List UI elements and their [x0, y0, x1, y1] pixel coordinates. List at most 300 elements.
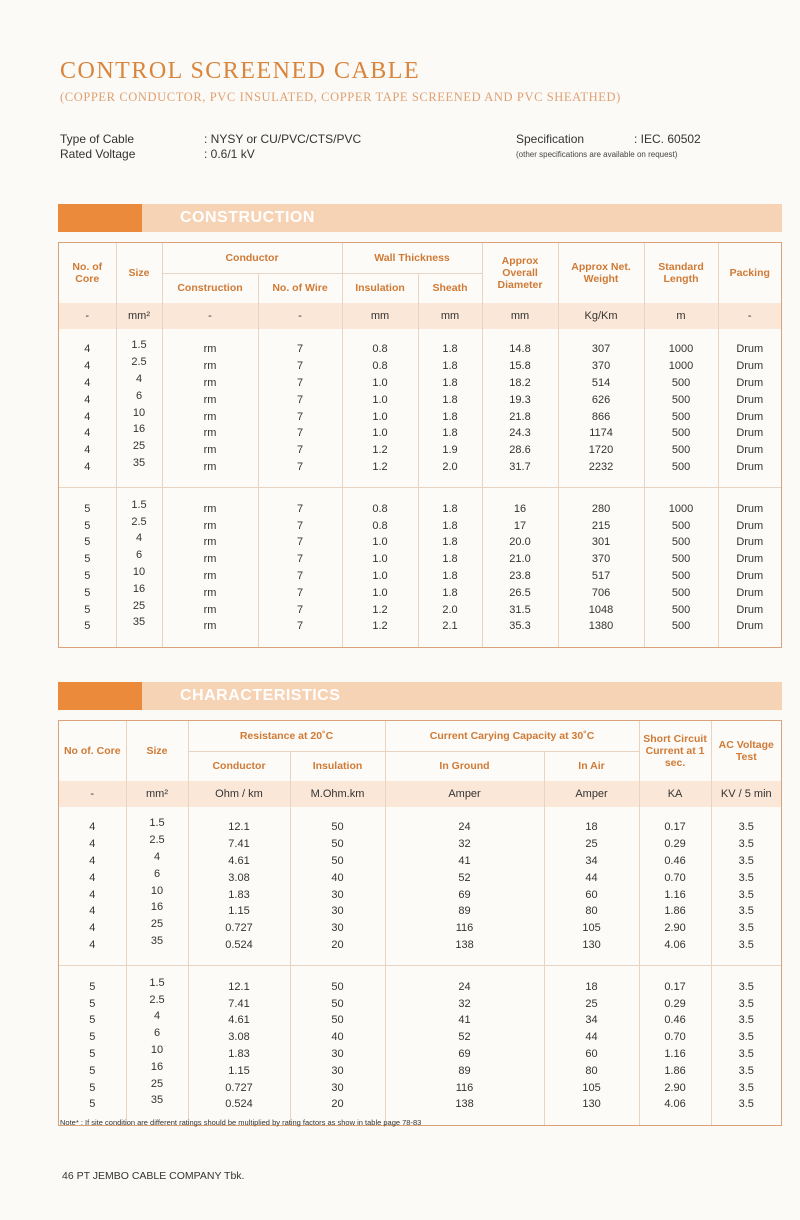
table-cell: 5 — [59, 1062, 126, 1079]
table-cell: 34 — [544, 1012, 639, 1029]
table-cell: Drum — [736, 603, 764, 616]
table-cell: 1.83 — [188, 886, 290, 903]
table-cell: 4 — [126, 1008, 188, 1025]
table-cell: 50 — [290, 836, 385, 853]
table-row — [59, 517, 781, 534]
table-cell: 5 — [59, 534, 116, 551]
table-cell: 7 — [258, 459, 342, 476]
spec-label: Specification — [516, 132, 585, 146]
table-row — [59, 425, 781, 442]
table-cell: 1.86 — [639, 1062, 711, 1079]
table-cell: rm — [162, 551, 258, 568]
table-cell: 1174 — [558, 425, 644, 442]
table-cell: 35 — [116, 614, 162, 631]
table-row — [59, 500, 781, 517]
table-cell: 21.0 — [482, 551, 558, 568]
table-cell: 4.61 — [188, 1012, 290, 1029]
construction-table — [58, 242, 782, 648]
table-cell: 3.08 — [188, 869, 290, 886]
table-cell: 116 — [385, 920, 544, 937]
col-wall-thickness: Wall Thickness — [342, 243, 482, 273]
table-cell: 20 — [290, 937, 385, 954]
table-cell: Drum — [736, 444, 764, 457]
col-conductor-resistance: Conductor — [188, 751, 290, 781]
table-cell: 35.3 — [482, 618, 558, 635]
table-cell: 0.8 — [342, 517, 418, 534]
table-cell: 4 — [59, 391, 116, 408]
col-size: Size — [126, 721, 188, 781]
table-cell: 25 — [544, 995, 639, 1012]
table-cell: 0.70 — [639, 869, 711, 886]
table-cell: Drum — [736, 536, 764, 549]
unit-cell: mm — [482, 303, 558, 329]
table-cell: Drum — [736, 569, 764, 582]
table-cell: 0.17 — [639, 819, 711, 836]
table-cell: 1.2 — [342, 459, 418, 476]
table-cell: rm — [162, 601, 258, 618]
construction-banner-title: CONSTRUCTION — [180, 209, 315, 226]
table-cell: 5 — [59, 601, 116, 618]
table-cell: 4.06 — [639, 1096, 711, 1113]
table-cell: 1.86 — [639, 903, 711, 920]
col-no-core: No of. Core — [59, 721, 126, 781]
table-cell: 2.0 — [418, 459, 482, 476]
table-cell: 3.5 — [738, 871, 754, 884]
table-cell: 4 — [126, 849, 188, 866]
table-cell: 4 — [59, 937, 126, 954]
col-packing: Packing — [729, 267, 770, 279]
table-cell: 7 — [258, 601, 342, 618]
table-cell: 0.46 — [639, 1012, 711, 1029]
table-cell: 1.8 — [418, 408, 482, 425]
table-cell: Drum — [736, 410, 764, 423]
spec-note: (other specifications are available on request) — [516, 150, 678, 159]
table-cell: 1.8 — [418, 568, 482, 585]
table-cell: 32 — [385, 836, 544, 853]
table-cell: 7 — [258, 568, 342, 585]
table-cell: 4 — [59, 886, 126, 903]
table-cell: 3.5 — [738, 922, 754, 935]
table-cell: 7 — [258, 425, 342, 442]
table-cell: 16 — [126, 1058, 188, 1075]
table-cell: 44 — [544, 869, 639, 886]
table-cell: 2.1 — [418, 618, 482, 635]
table-cell: 1.0 — [342, 551, 418, 568]
unit-cell: - — [59, 781, 126, 807]
table-cell: 1.0 — [342, 408, 418, 425]
table-cell: 105 — [544, 1079, 639, 1096]
table-cell: 41 — [385, 1012, 544, 1029]
table-cell: 1.8 — [418, 534, 482, 551]
table-cell: 1.5 — [126, 974, 188, 991]
table-cell: Drum — [736, 460, 764, 473]
table-cell: 1.0 — [342, 568, 418, 585]
table-cell: 18 — [544, 978, 639, 995]
table-cell: rm — [162, 517, 258, 534]
table-cell: 30 — [290, 920, 385, 937]
col-conductor: Conductor — [162, 243, 342, 273]
table-cell: 7 — [258, 517, 342, 534]
col-sheath: Sheath — [418, 273, 482, 303]
table-cell: 500 — [644, 618, 718, 635]
unit-cell: m — [644, 303, 718, 329]
table-cell: 1.0 — [342, 425, 418, 442]
table-cell: 2.90 — [639, 920, 711, 937]
table-cell: 5 — [59, 995, 126, 1012]
table-cell: 4 — [116, 530, 162, 547]
table-cell: 18 — [544, 819, 639, 836]
table-cell: Drum — [736, 620, 764, 633]
table-cell: 7 — [258, 391, 342, 408]
table-cell: 5 — [59, 618, 116, 635]
table-cell: 0.46 — [639, 853, 711, 870]
table-cell: 3.5 — [738, 1047, 754, 1060]
table-cell: 1.8 — [418, 517, 482, 534]
table-cell: 30 — [290, 886, 385, 903]
table-cell: 1.5 — [116, 496, 162, 513]
table-cell: 500 — [644, 601, 718, 618]
type-value: : NYSY or CU/PVC/CTS/PVC — [204, 132, 362, 146]
table-cell: 5 — [59, 584, 116, 601]
table-cell: 1.8 — [418, 375, 482, 392]
table-cell: 80 — [544, 1062, 639, 1079]
table-cell: 4 — [59, 375, 116, 392]
col-in-ground: In Ground — [385, 751, 544, 781]
table-cell: 10 — [126, 882, 188, 899]
table-cell: 4 — [59, 358, 116, 375]
table-cell: 4 — [116, 371, 162, 388]
table-cell: 6 — [116, 547, 162, 564]
col-overall-diameter: Approx Overall Diameter — [482, 243, 558, 303]
col-no-core: No. of Core — [59, 243, 116, 303]
table-cell: 2.5 — [126, 832, 188, 849]
table-cell: 24 — [385, 819, 544, 836]
table-cell: 6 — [126, 1025, 188, 1042]
table-cell: 69 — [385, 886, 544, 903]
table-cell: 0.727 — [188, 920, 290, 937]
table-row — [59, 601, 781, 618]
table-cell: 2.5 — [116, 354, 162, 371]
table-cell: 10 — [116, 564, 162, 581]
table-cell: 1048 — [558, 601, 644, 618]
table-cell: 1.9 — [418, 442, 482, 459]
table-cell: 5 — [59, 978, 126, 995]
table-cell: 1.0 — [342, 391, 418, 408]
table-cell: 0.29 — [639, 995, 711, 1012]
unit-cell: - — [59, 303, 116, 329]
table-cell: 3.5 — [738, 1098, 754, 1111]
table-cell: 370 — [558, 358, 644, 375]
table-cell: 500 — [644, 408, 718, 425]
table-cell: 1000 — [644, 341, 718, 358]
table-cell: 34 — [544, 853, 639, 870]
type-label: Type of Cable — [60, 132, 135, 146]
table-cell: 0.8 — [342, 358, 418, 375]
table-cell: Drum — [736, 586, 764, 599]
table-row — [59, 459, 781, 476]
unit-cell: M.Ohm.km — [290, 781, 385, 807]
table-cell: 1.15 — [188, 1062, 290, 1079]
table-cell: 3.5 — [738, 980, 754, 993]
table-cell: 500 — [644, 568, 718, 585]
table-cell: 24.3 — [482, 425, 558, 442]
table-cell: 1.8 — [418, 425, 482, 442]
table-cell: 6 — [116, 387, 162, 404]
col-construction: Construction — [162, 273, 258, 303]
col-no-wire: No. of Wire — [258, 273, 342, 303]
table-row — [59, 341, 781, 358]
table-cell: 4 — [59, 853, 126, 870]
table-cell: 1.0 — [342, 375, 418, 392]
table-cell: 5 — [59, 551, 116, 568]
table-cell: 4 — [59, 920, 126, 937]
table-cell: 1.8 — [418, 391, 482, 408]
table-cell: 19.3 — [482, 391, 558, 408]
table-cell: 1.16 — [639, 1046, 711, 1063]
table-row — [59, 442, 781, 459]
col-in-air: In Air — [544, 751, 639, 781]
table-cell: 6 — [126, 865, 188, 882]
table-cell: 3.5 — [738, 888, 754, 901]
table-cell: 4.61 — [188, 853, 290, 870]
table-cell: 626 — [558, 391, 644, 408]
table-cell: rm — [162, 408, 258, 425]
table-row — [59, 618, 781, 635]
table-row — [59, 391, 781, 408]
table-cell: 500 — [644, 459, 718, 476]
table-cell: 1.15 — [188, 903, 290, 920]
table-cell: 1.0 — [342, 534, 418, 551]
table-cell: 1000 — [644, 358, 718, 375]
table-cell: 4 — [59, 903, 126, 920]
table-cell: 28.6 — [482, 442, 558, 459]
table-cell: 31.5 — [482, 601, 558, 618]
table-cell: rm — [162, 500, 258, 517]
table-cell: 4 — [59, 459, 116, 476]
table-cell: 25 — [544, 836, 639, 853]
table-cell: 20.0 — [482, 534, 558, 551]
table-cell: 7 — [258, 442, 342, 459]
table-cell: 500 — [644, 391, 718, 408]
table-cell: 15.8 — [482, 358, 558, 375]
characteristics-banner — [58, 682, 782, 710]
table-cell: 2.90 — [639, 1079, 711, 1096]
table-cell: 500 — [644, 517, 718, 534]
table-cell: 25 — [126, 916, 188, 933]
table-cell: 25 — [126, 1075, 188, 1092]
table-cell: 41 — [385, 853, 544, 870]
table-cell: 2.5 — [126, 991, 188, 1008]
table-cell: 7 — [258, 584, 342, 601]
table-cell: 1.5 — [126, 815, 188, 832]
table-cell: 500 — [644, 584, 718, 601]
page-footer: 46 PT JEMBO CABLE COMPANY Tbk. — [62, 1170, 245, 1182]
table-cell: 1.8 — [418, 358, 482, 375]
units-row — [59, 781, 781, 807]
table-cell: 4 — [59, 341, 116, 358]
table-cell: 1.2 — [342, 442, 418, 459]
table-cell: 1.83 — [188, 1046, 290, 1063]
table-row — [59, 584, 781, 601]
table-cell: 89 — [385, 1062, 544, 1079]
table-cell: 1.8 — [418, 584, 482, 601]
table-cell: 40 — [290, 1029, 385, 1046]
table-cell: 7.41 — [188, 836, 290, 853]
table-cell: 52 — [385, 1029, 544, 1046]
col-insulation: Insulation — [342, 273, 418, 303]
table-cell: 50 — [290, 819, 385, 836]
table-cell: 50 — [290, 1012, 385, 1029]
table-cell: 130 — [544, 937, 639, 954]
table-cell: 30 — [290, 903, 385, 920]
table-cell: 0.70 — [639, 1029, 711, 1046]
unit-cell: mm — [418, 303, 482, 329]
table-cell: 1380 — [558, 618, 644, 635]
table-cell: 5 — [59, 500, 116, 517]
unit-cell: KA — [639, 781, 711, 807]
table-cell: 17 — [482, 517, 558, 534]
cable-specs-left — [60, 132, 361, 162]
table-cell: 3.5 — [738, 1031, 754, 1044]
table-cell: rm — [162, 341, 258, 358]
table-cell: 1.2 — [342, 601, 418, 618]
table-cell: 1.0 — [342, 584, 418, 601]
table-cell: 0.8 — [342, 341, 418, 358]
table-cell: 500 — [644, 551, 718, 568]
table-cell: 500 — [644, 425, 718, 442]
table-cell: 1.2 — [342, 618, 418, 635]
col-net-weight: Approx Net. Weight — [558, 243, 644, 303]
col-current-capacity: Current Carying Capacity at 30˚C — [385, 721, 639, 751]
table-cell: 0.8 — [342, 500, 418, 517]
table-cell: 7 — [258, 375, 342, 392]
unit-cell: mm² — [116, 303, 162, 329]
table-cell: 130 — [544, 1096, 639, 1113]
unit-cell: mm — [342, 303, 418, 329]
table-cell: 80 — [544, 903, 639, 920]
table-cell: 866 — [558, 408, 644, 425]
table-cell: 7.41 — [188, 995, 290, 1012]
table-cell: 4 — [59, 869, 126, 886]
table-cell: rm — [162, 358, 258, 375]
table-cell: 20 — [290, 1096, 385, 1113]
characteristics-table — [58, 720, 782, 1126]
table-cell: 3.5 — [738, 905, 754, 918]
unit-cell: Amper — [544, 781, 639, 807]
col-standard-length: Standard Length — [644, 243, 718, 303]
table-row — [59, 1096, 781, 1113]
table-cell: rm — [162, 459, 258, 476]
table-cell: 0.524 — [188, 937, 290, 954]
table-cell: 1.16 — [639, 886, 711, 903]
table-cell: 10 — [116, 404, 162, 421]
unit-cell: - — [162, 303, 258, 329]
table-cell: 5 — [59, 568, 116, 585]
table-cell: 301 — [558, 534, 644, 551]
table-cell: 60 — [544, 1046, 639, 1063]
table-cell: 35 — [116, 455, 162, 472]
table-cell: 69 — [385, 1046, 544, 1063]
unit-cell: - — [718, 303, 781, 329]
table-cell: rm — [162, 568, 258, 585]
table-cell: 105 — [544, 920, 639, 937]
table-cell: 1.8 — [418, 500, 482, 517]
table-cell: rm — [162, 618, 258, 635]
table-cell: Drum — [736, 427, 764, 440]
table-cell: 16 — [116, 421, 162, 438]
table-cell: 7 — [258, 618, 342, 635]
characteristics-banner-title: CHARACTERISTICS — [180, 687, 341, 704]
voltage-label: Rated Voltage — [60, 147, 136, 161]
table-cell: 2232 — [558, 459, 644, 476]
table-cell: Drum — [736, 502, 764, 515]
table-cell: 5 — [59, 1012, 126, 1029]
table-cell: 3.5 — [738, 1081, 754, 1094]
table-cell: rm — [162, 442, 258, 459]
table-cell: Drum — [736, 343, 764, 356]
table-cell: 0.727 — [188, 1079, 290, 1096]
unit-cell: - — [258, 303, 342, 329]
table-cell: 517 — [558, 568, 644, 585]
table-cell: 7 — [258, 358, 342, 375]
table-cell: 50 — [290, 853, 385, 870]
table-cell: 3.5 — [738, 838, 754, 851]
table-cell: 30 — [290, 1079, 385, 1096]
table-cell: 2.5 — [116, 513, 162, 530]
table-cell: 60 — [544, 886, 639, 903]
table-cell: 1000 — [644, 500, 718, 517]
table-cell: 0.524 — [188, 1096, 290, 1113]
unit-cell: Amper — [385, 781, 544, 807]
table-cell: 7 — [258, 408, 342, 425]
table-cell: 32 — [385, 995, 544, 1012]
table-row — [59, 358, 781, 375]
table-cell: 10 — [126, 1042, 188, 1059]
table-cell: 3.5 — [738, 938, 754, 951]
table-cell: 116 — [385, 1079, 544, 1096]
table-cell: 4 — [59, 836, 126, 853]
table-cell: Drum — [736, 519, 764, 532]
table-cell: 16 — [482, 500, 558, 517]
table-cell: 4 — [59, 819, 126, 836]
units-row — [59, 303, 781, 329]
table-cell: 3.08 — [188, 1029, 290, 1046]
table-cell: 0.17 — [639, 978, 711, 995]
table-cell: 52 — [385, 869, 544, 886]
table-cell: 3.5 — [738, 854, 754, 867]
table-row — [59, 408, 781, 425]
table-cell: 14.8 — [482, 341, 558, 358]
cable-specs-right — [516, 132, 701, 162]
table-cell: 215 — [558, 517, 644, 534]
table-cell: 31.7 — [482, 459, 558, 476]
table-cell: 4 — [59, 408, 116, 425]
table-cell: 50 — [290, 995, 385, 1012]
table-cell: 3.5 — [738, 997, 754, 1010]
table-cell: 12.1 — [188, 978, 290, 995]
table-cell: 4 — [59, 425, 116, 442]
table-cell: 3.5 — [738, 1064, 754, 1077]
col-ac-voltage: AC Voltage Test — [718, 739, 774, 763]
table-cell: Drum — [736, 360, 764, 373]
table-cell: 370 — [558, 551, 644, 568]
table-cell: 35 — [126, 933, 188, 950]
construction-banner — [58, 204, 782, 232]
table-cell: 1720 — [558, 442, 644, 459]
page-subtitle: (COPPER CONDUCTOR, PVC INSULATED, COPPER TAPE SCREENED AND PVC SHEATHED) — [60, 90, 621, 104]
col-short-circuit: Short Circuit Current at 1 sec. — [639, 721, 711, 781]
table-cell: 30 — [290, 1046, 385, 1063]
